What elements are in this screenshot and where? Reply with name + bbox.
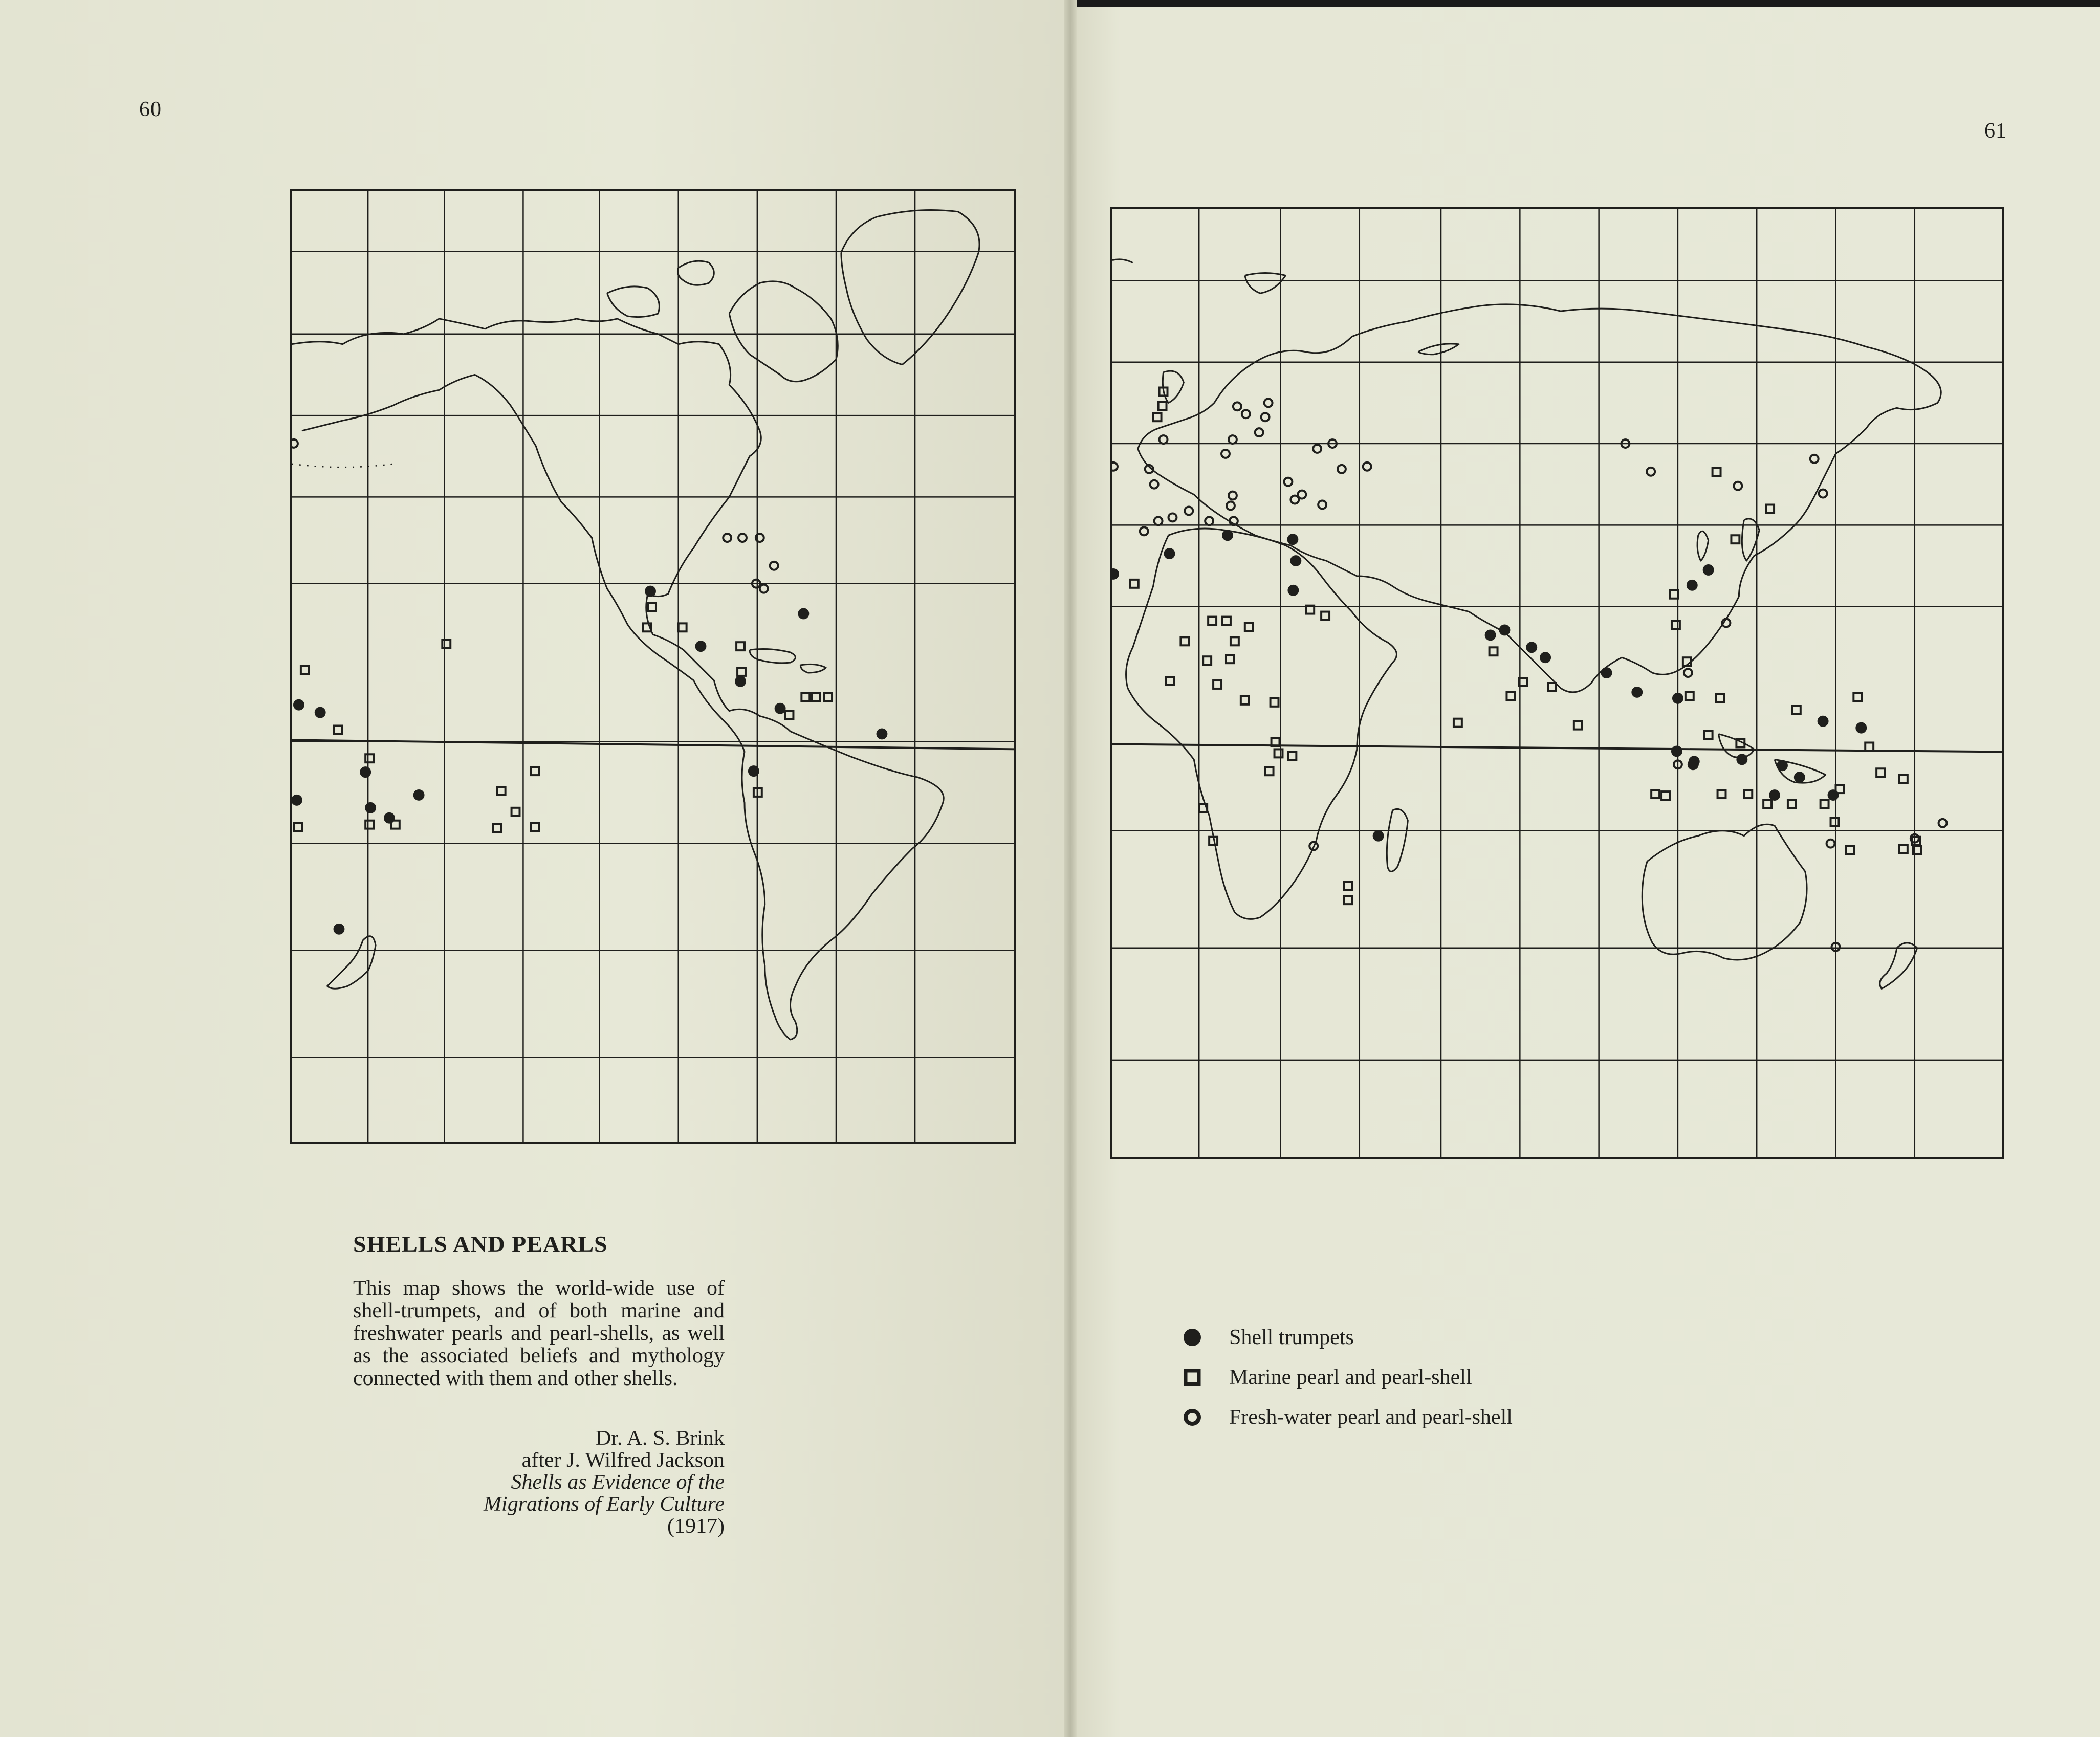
map-credit (353, 1427, 725, 1537)
filled-circle-icon (1182, 1327, 1229, 1348)
credit-book-line1: Shells as Evidence of the (511, 1470, 725, 1494)
legend-item-marine-pearl (1182, 1357, 1513, 1397)
caption-body: This map shows the world-wide use of shell-trumpets, and of both marine and freshwater pearls and pearl-shells, as well as the associated beliefs and mythology connected with them and other shells. (353, 1277, 725, 1390)
legend-label: Shell trumpets (1229, 1326, 1354, 1349)
legend-label: Marine pearl and pearl-shell (1229, 1366, 1472, 1389)
americas-map (290, 189, 1016, 1144)
credit-after: after J. Wilfred Jackson (521, 1448, 725, 1472)
left-page-number: 60 (139, 98, 162, 121)
eastern-coastlines (1112, 259, 1941, 989)
eastern-hemisphere-map-svg (1112, 209, 2002, 1157)
legend-label: Fresh-water pearl and pearl-shell (1229, 1405, 1513, 1429)
credit-author: Dr. A. S. Brink (595, 1426, 725, 1450)
americas-map-svg (292, 191, 1014, 1142)
caption-title: SHELLS AND PEARLS (353, 1231, 608, 1257)
credit-book-line2: Migrations of Early Culture (484, 1492, 725, 1516)
legend-item-shell-trumpets (1182, 1317, 1513, 1357)
credit-year: (1917) (667, 1514, 725, 1538)
shell-trumpet-markers (292, 587, 886, 934)
freshwater-pearl-markers (292, 439, 778, 593)
eastern-hemisphere-map (1110, 207, 2004, 1159)
map-caption (353, 1230, 725, 1390)
americas-markers (292, 439, 886, 934)
square-icon (1182, 1367, 1229, 1388)
map-legend (1182, 1317, 1513, 1437)
open-circle-icon (1182, 1407, 1229, 1427)
marine-pearl-markers-east (1130, 387, 1921, 904)
legend-item-freshwater-pearl (1182, 1397, 1513, 1437)
eastern-markers (1112, 387, 1946, 951)
book-gutter (1064, 0, 1077, 1737)
marine-pearl-markers (294, 603, 832, 832)
aleutian-islands (292, 464, 393, 467)
right-page-number: 61 (1984, 119, 2007, 143)
